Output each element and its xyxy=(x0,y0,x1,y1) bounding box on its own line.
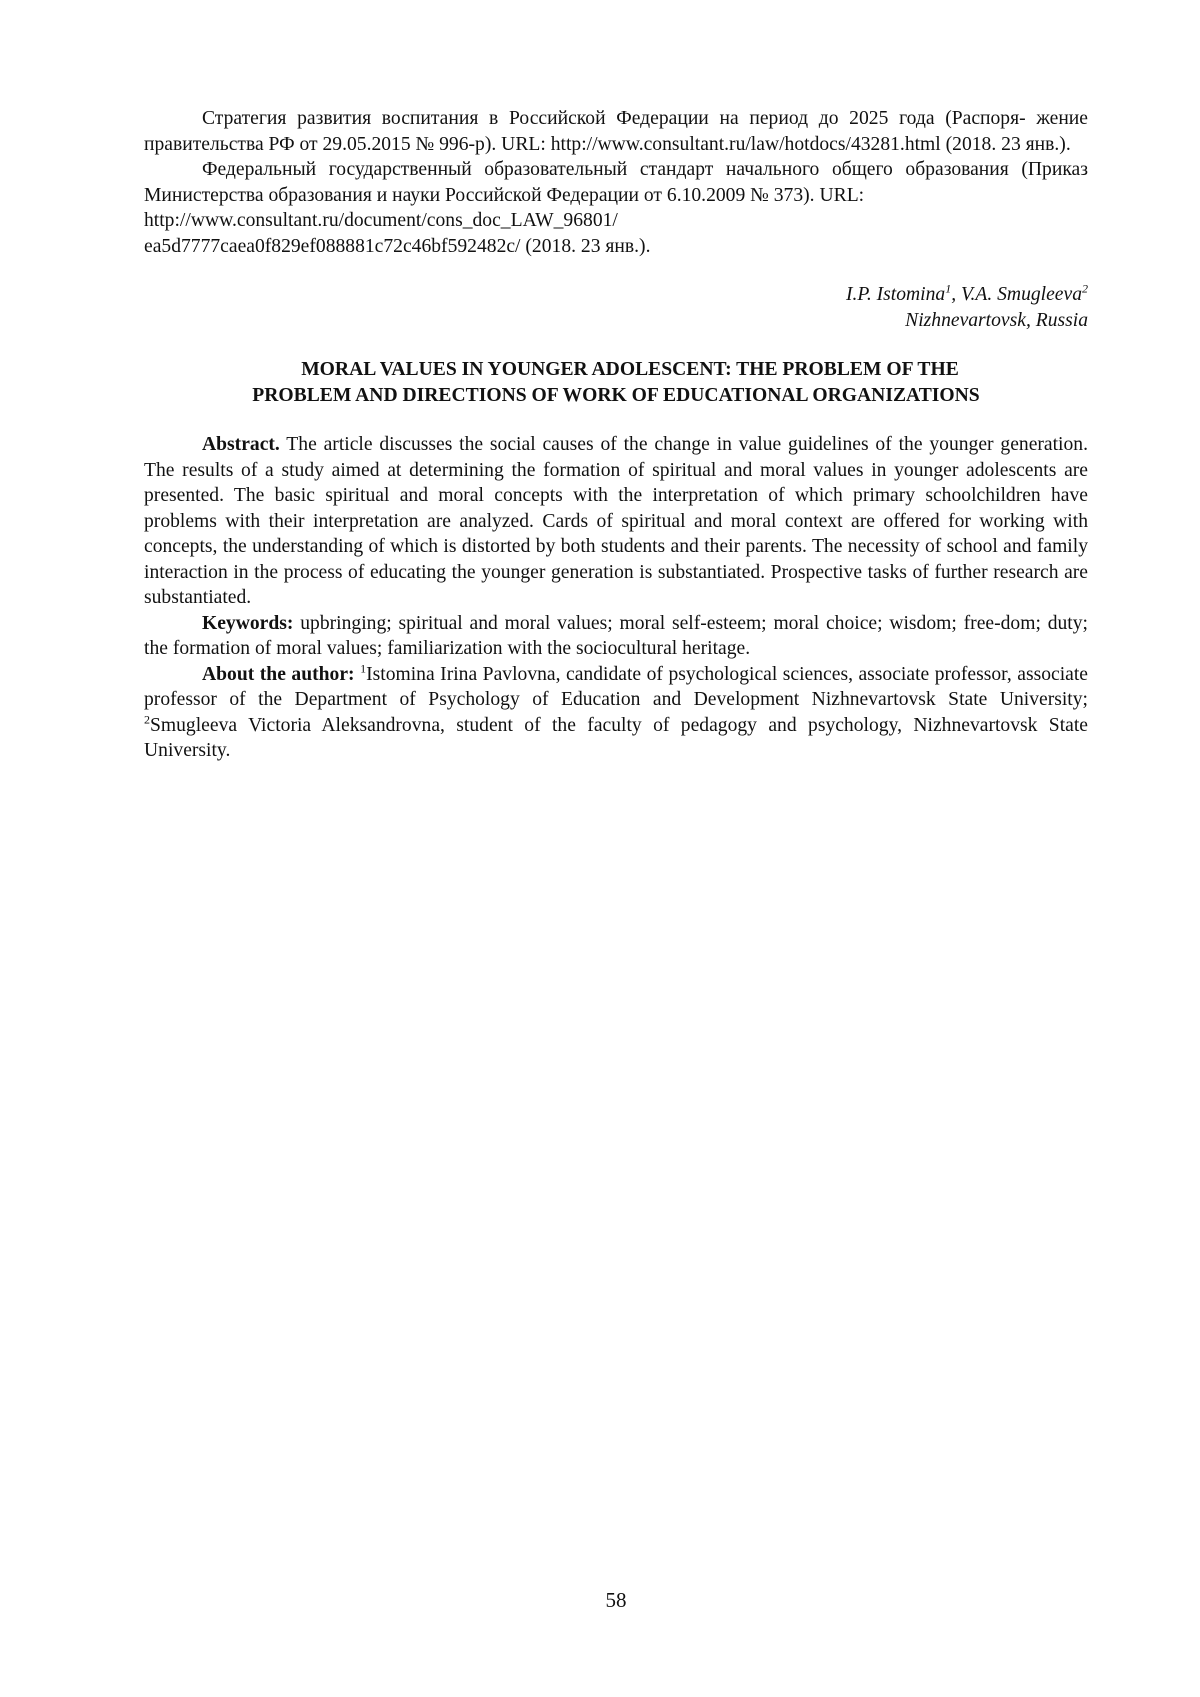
author-1-name: I.P. Istomina xyxy=(845,284,946,305)
keywords-label: Keywords: xyxy=(202,612,294,634)
article-title xyxy=(144,357,1088,408)
author-2-sup: 2 xyxy=(1082,281,1088,296)
author-block xyxy=(144,282,1088,333)
reference-1 xyxy=(144,106,1088,157)
author-location: Nizhnevartovsk, Russia xyxy=(905,309,1088,331)
about-author-1-text: Istomina Irina Pavlovna, candidate of psychological sciences, associate professor, associate professor of the Department of Psychology of Education and Development Nizhnevartovsk State University; xyxy=(144,663,1088,710)
reference-1-url: http://www.consultant.ru/law/hotdocs/43281.html (2018. 23 янв.). xyxy=(550,133,1071,155)
article-title-line-2: PROBLEM AND DIRECTIONS OF WORK OF EDUCATIONAL ORGANIZATIONS xyxy=(252,384,980,406)
reference-2-url-b: ea5d7777caea0f829ef088881c72c46bf592482c/ (2018. 23 янв.). xyxy=(144,235,651,257)
reference-1-text-b: жение правительства РФ от 29.05.2015 № 996-р). URL: xyxy=(144,108,1088,155)
author-separator: , xyxy=(951,284,962,305)
document-page xyxy=(144,106,1088,764)
reference-1-text-a: Стратегия развития воспитания в Российской Федерации на период до 2025 года (Распоря- xyxy=(202,108,1026,129)
abstract-label: Abstract. xyxy=(202,434,280,455)
abstract-paragraph xyxy=(144,432,1088,611)
article-title-line-1: MORAL VALUES IN YOUNGER ADOLESCENT: THE PROBLEM OF THE xyxy=(301,359,959,380)
about-author-2-sup: 2 xyxy=(144,711,150,726)
keywords-paragraph xyxy=(144,611,1088,662)
abstract-text: The article discusses the social causes of the change in value guidelines of the younger generation. The results of a study aimed at determining the formation of spiritual and moral values in younger adolescents are presented. The basic spiritual and moral concepts with the interpretation of which primary schoolchildren have problems with their interpretation are analyzed. Cards of spiritual and moral context are offered for working with concepts, the understanding of which is distorted by both students and their parents. The necessity of school and family interaction in the process of educating the younger generation is substantiated. Prospective tasks of further research are substantiated. xyxy=(144,434,1088,608)
author-names xyxy=(144,282,1088,308)
author-1-sup: 1 xyxy=(945,281,952,296)
about-author-label: About the author: xyxy=(202,663,355,685)
about-author-1-sup: 1 xyxy=(360,660,367,675)
about-author-2-text: Smugleeva Victoria Aleksandrovna, student of the faculty of pedagogy and psychology, Nizhnevartovsk State University. xyxy=(144,714,1088,761)
page-number: 58 xyxy=(605,1588,627,1612)
reference-2 xyxy=(144,157,1088,259)
reference-2-url-a: http://www.consultant.ru/document/cons_doc_LAW_96801/ xyxy=(144,210,618,231)
keywords-text: upbringing; spiritual and moral values; moral self-esteem; moral choice; wisdom; free-dom; duty; the formation of moral values; familiarization with the sociocultural heritage. xyxy=(144,612,1088,659)
author-2-name: V.A. Smugleeva xyxy=(961,284,1082,305)
reference-2-text: Федеральный государственный образовательный стандарт начального общего образования (Приказ Министерства образования и науки Российской Федерации от 6.10.2009 № 373). URL: xyxy=(144,159,1088,206)
about-author-paragraph xyxy=(144,662,1088,764)
